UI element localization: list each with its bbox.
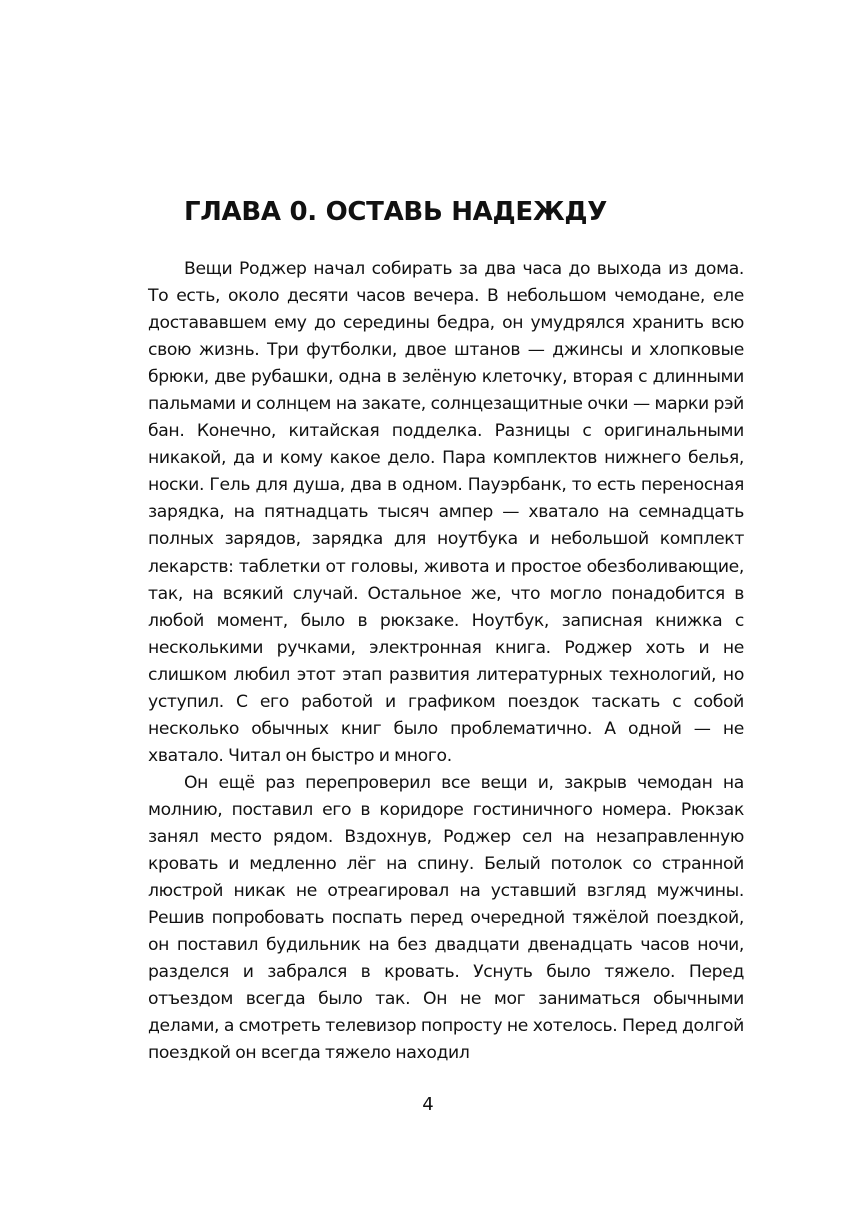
page-number: 4	[422, 1094, 434, 1115]
paragraph-1: Вещи Роджер начал собирать за два часа до выхода из дома. То есть, около десяти часов вечера. В небольшом чемодане, еле достававшем ему до середины бедра, он умудрялся хранить всю свою жизнь. Три футболки, двое штанов — джинсы и хлопковые брюки, две рубашки, одна в зелёную клеточку, вторая с длинными пальмами и солнцем на закате, солнцезащитные очки — марки рэй бан. Конечно, китайская подделка. Разницы с оригинальными никакой, да и кому какое дело. Пара комплектов нижнего белья, носки. Гель для душа, два в одном. Пауэрбанк, то есть переносная зарядка, на пятнадцать тысяч ампер — хватало на семнадцать полных зарядов, зарядка для ноутбука и небольшой комплект лекарств: таблетки от головы, живота и простое обезболивающие, так, на всякий случай. Остальное же, что могло понадобится в любой момент, было в рюкзаке. Ноутбук, записная книжка с несколькими ручками, электронная книга. Роджер хоть и не слишком любил этот этап развития литературных технологий, но уступил. С его работой и графиком поездок таскать с собой несколько обычных книг было проблематично. А одной — не хватало. Читал он быстро и много.	[148, 259, 744, 766]
chapter-title: ГЛАВА 0. ОСТАВЬ НАДЕЖДУ	[184, 197, 607, 227]
body-text	[148, 256, 744, 1067]
paragraph-2: Он ещё раз перепроверил все вещи и, закрыв чемодан на молнию, поставил его в коридоре гостиничного номера. Рюкзак занял место рядом. Вздохнув, Роджер сел на незаправленную кровать и медленно лёг на спину. Белый потолок со странной люстрой никак не отреагировал на уставший взгляд мужчины. Решив попробовать поспать перед очередной тяжёлой поездкой, он поставил будильник на без двадцати двенадцать часов ночи, разделся и забрался в кровать. Уснуть было тяжело. Перед отъездом всегда было так. Он не мог заниматься обычными делами, а смотреть телевизор попросту не хотелось. Перед долгой поездкой он всегда тяжело находил	[148, 772, 744, 1064]
